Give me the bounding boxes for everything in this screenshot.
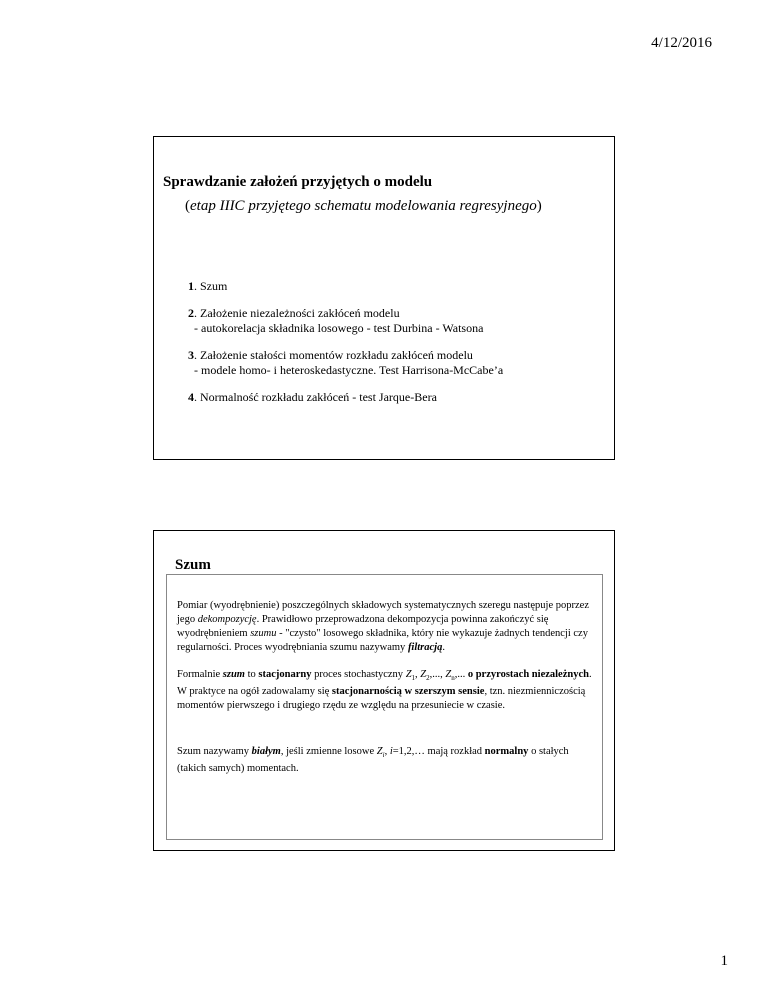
paragraph-decomposition: Pomiar (wyodrębnienie) poszczególnych składowych systematycznych szeregu następuje poprzez jego dekompozycję. Prawidłowo przeprowadzona dekompozycja powinna zakończyć się wyodrębnieniem szumu - "czysto" losowego składnika, który nie wykazuje żadnych tendencji czy regularności. Proces wyodrębniania szumu nazywamy filtracją. xyxy=(177,600,589,653)
item-subtext: - autokorelacja składnika losowego - test Durbina - Watsona xyxy=(194,321,484,335)
list-item xyxy=(188,279,608,294)
paragraph-white-noise: Szum nazywamy białym, jeśli zmienne losowe $Z_i$, i=1,2,… mają rozkład normalny o stałych (takich samych) momentach. xyxy=(177,746,569,775)
slide-1 xyxy=(153,136,615,460)
item-text: . Założenie niezależności zakłóceń modelu xyxy=(194,306,400,320)
slide-2-title: Szum xyxy=(175,557,211,573)
subtitle-paren-open: ( xyxy=(185,198,190,214)
item-number: 4 xyxy=(188,390,194,404)
subtitle-paren-close: ) xyxy=(536,198,542,214)
topic-list xyxy=(188,279,608,417)
paragraph-definition: Formalnie szum to stacjonarny proces stochastyczny $Z_1$, $Z_2$,..., $Z_n$,... o przyrostach niezależnych. W praktyce na ogół zadowalamy się stacjonarnością w szerszym sensie, tzn. niezmienniczością momentów pierwszego i drugiego rzędu ze względu na przesuniecie w czasie. xyxy=(177,669,592,712)
item-number: 1 xyxy=(188,279,194,293)
item-subtext: - modele homo- i heteroskedastyczne. Test Harrisona-McCabe’a xyxy=(194,363,504,377)
list-item xyxy=(188,306,608,336)
item-number: 2 xyxy=(188,306,194,320)
content-panel xyxy=(166,574,603,840)
date-header: 4/12/2016 xyxy=(651,35,712,51)
slide-2 xyxy=(153,530,615,851)
item-number: 3 xyxy=(188,348,194,362)
item-text: . Szum xyxy=(194,279,228,293)
list-item xyxy=(188,348,608,378)
item-text: . Założenie stałości momentów rozkładu zakłóceń modelu xyxy=(194,348,473,362)
page-number: 1 xyxy=(720,953,728,969)
subtitle-text: etap IIIC przyjętego schematu modelowania regresyjnego xyxy=(190,198,537,214)
list-item xyxy=(188,390,608,405)
slide-1-title: Sprawdzanie założeń przyjętych o modelu xyxy=(163,174,433,190)
item-text: . Normalność rozkładu zakłóceń - test Jarque-Bera xyxy=(194,390,437,404)
slide-1-subtitle xyxy=(185,198,542,215)
